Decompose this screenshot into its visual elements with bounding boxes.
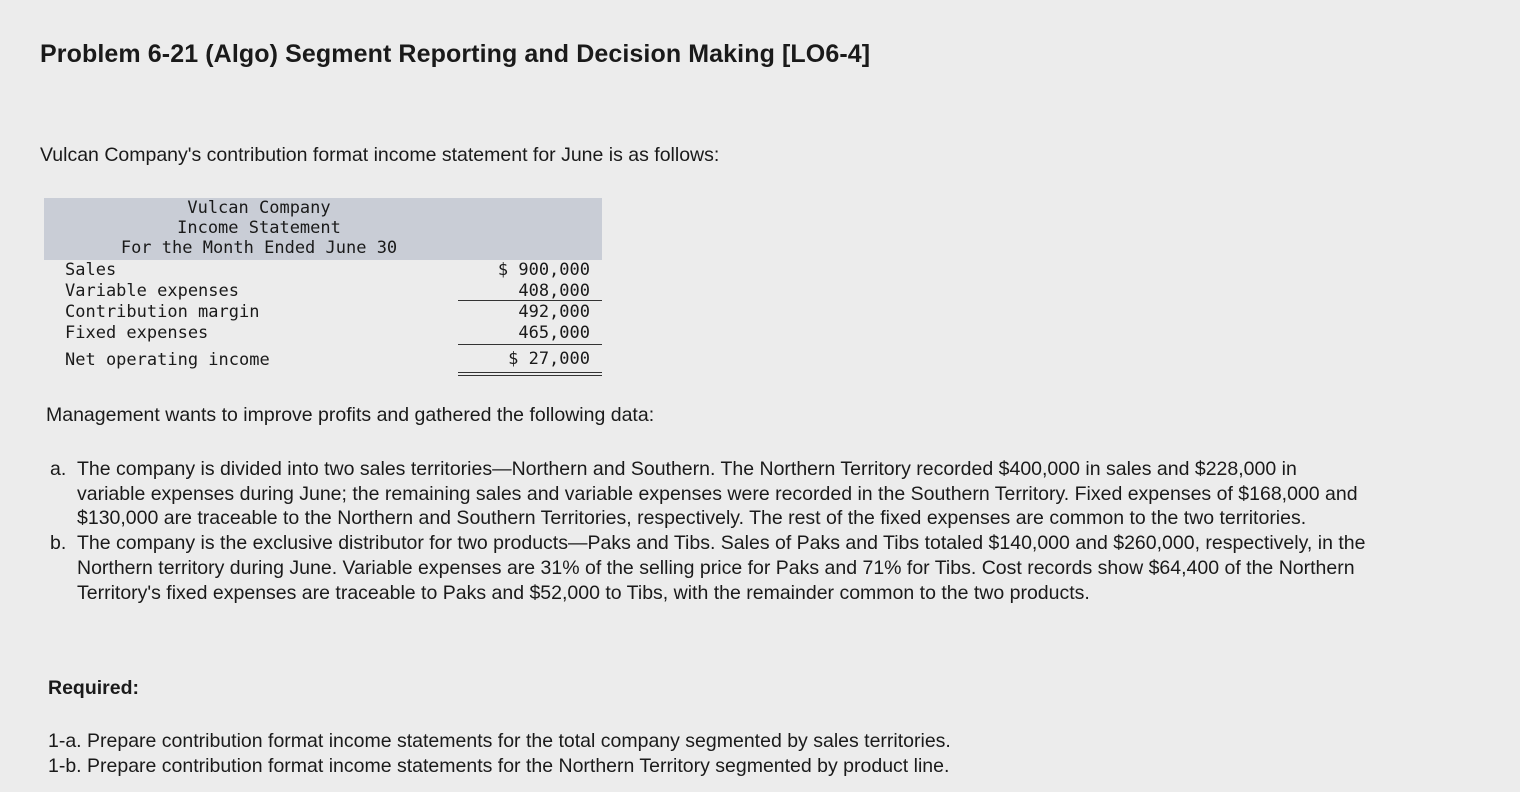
row-label-net-operating-income: Net operating income (65, 350, 270, 370)
total-double-rule-bottom (458, 375, 602, 376)
intro-text: Vulcan Company's contribution format income statement for June is as follows: (40, 144, 720, 166)
row-value-contribution-margin: 492,000 (518, 302, 590, 322)
data-items-list (50, 457, 1370, 605)
row-value-net-operating-income: $ 27,000 (508, 349, 590, 369)
item-text: The company is divided into two sales territories—Northern and Southern. The Northern Territory recorded $400,000 in sales and $228,000 in variable expenses during June; the remaining sales and variable expenses were recorded in the Southern Territory. Fixed expenses of $168,000 and $130,000 are traceable to the Northern and Southern Territories, respectively. The rest of the fixed expenses are common to the two territories. (77, 458, 1358, 530)
statement-period: For the Month Ended June 30 (120, 238, 398, 258)
required-item: 1-a. Prepare contribution format income statements for the total company segmented by sales territories. (48, 730, 951, 752)
list-item (50, 457, 1370, 531)
row-value-fixed-expenses: 465,000 (518, 323, 590, 343)
row-value-variable-expenses: 408,000 (518, 281, 590, 301)
total-double-rule-top (458, 372, 602, 373)
subtotal-rule (458, 344, 602, 345)
row-label-contribution-margin: Contribution margin (65, 302, 260, 322)
page-title: Problem 6-21 (Algo) Segment Reporting and Decision Making [LO6-4] (40, 40, 871, 68)
required-heading: Required: (48, 677, 140, 699)
required-list (48, 729, 951, 778)
list-item (50, 531, 1370, 605)
subtotal-rule (458, 300, 602, 301)
management-lead: Management wants to improve profits and gathered the following data: (46, 404, 655, 426)
required-item: 1-b. Prepare contribution format income statements for the Northern Territory segmented by product line. (48, 754, 950, 777)
row-value-sales: $ 900,000 (497, 260, 590, 280)
row-label-fixed-expenses: Fixed expenses (65, 323, 209, 343)
statement-company: Vulcan Company (187, 198, 331, 218)
item-letter: a. (50, 458, 67, 480)
row-label-sales: Sales (65, 260, 117, 280)
row-label-variable-expenses: Variable expenses (65, 281, 239, 301)
statement-header (44, 198, 602, 260)
income-statement (44, 198, 604, 378)
item-letter: b. (50, 532, 67, 555)
item-text: The company is the exclusive distributor for two products—Paks and Tibs. Sales of Paks and Tibs totaled $140,000 and $260,000, respectively, in the Northern territory during June. Variable expenses are 31% of the selling price for Paks and 71% for Tibs. Cost records show $64,400 of the Northern Territory's fixed expenses are traceable to Paks and $52,000 to Tibs, with the remainder common to the two products. (77, 532, 1366, 604)
statement-name: Income Statement (177, 218, 341, 238)
